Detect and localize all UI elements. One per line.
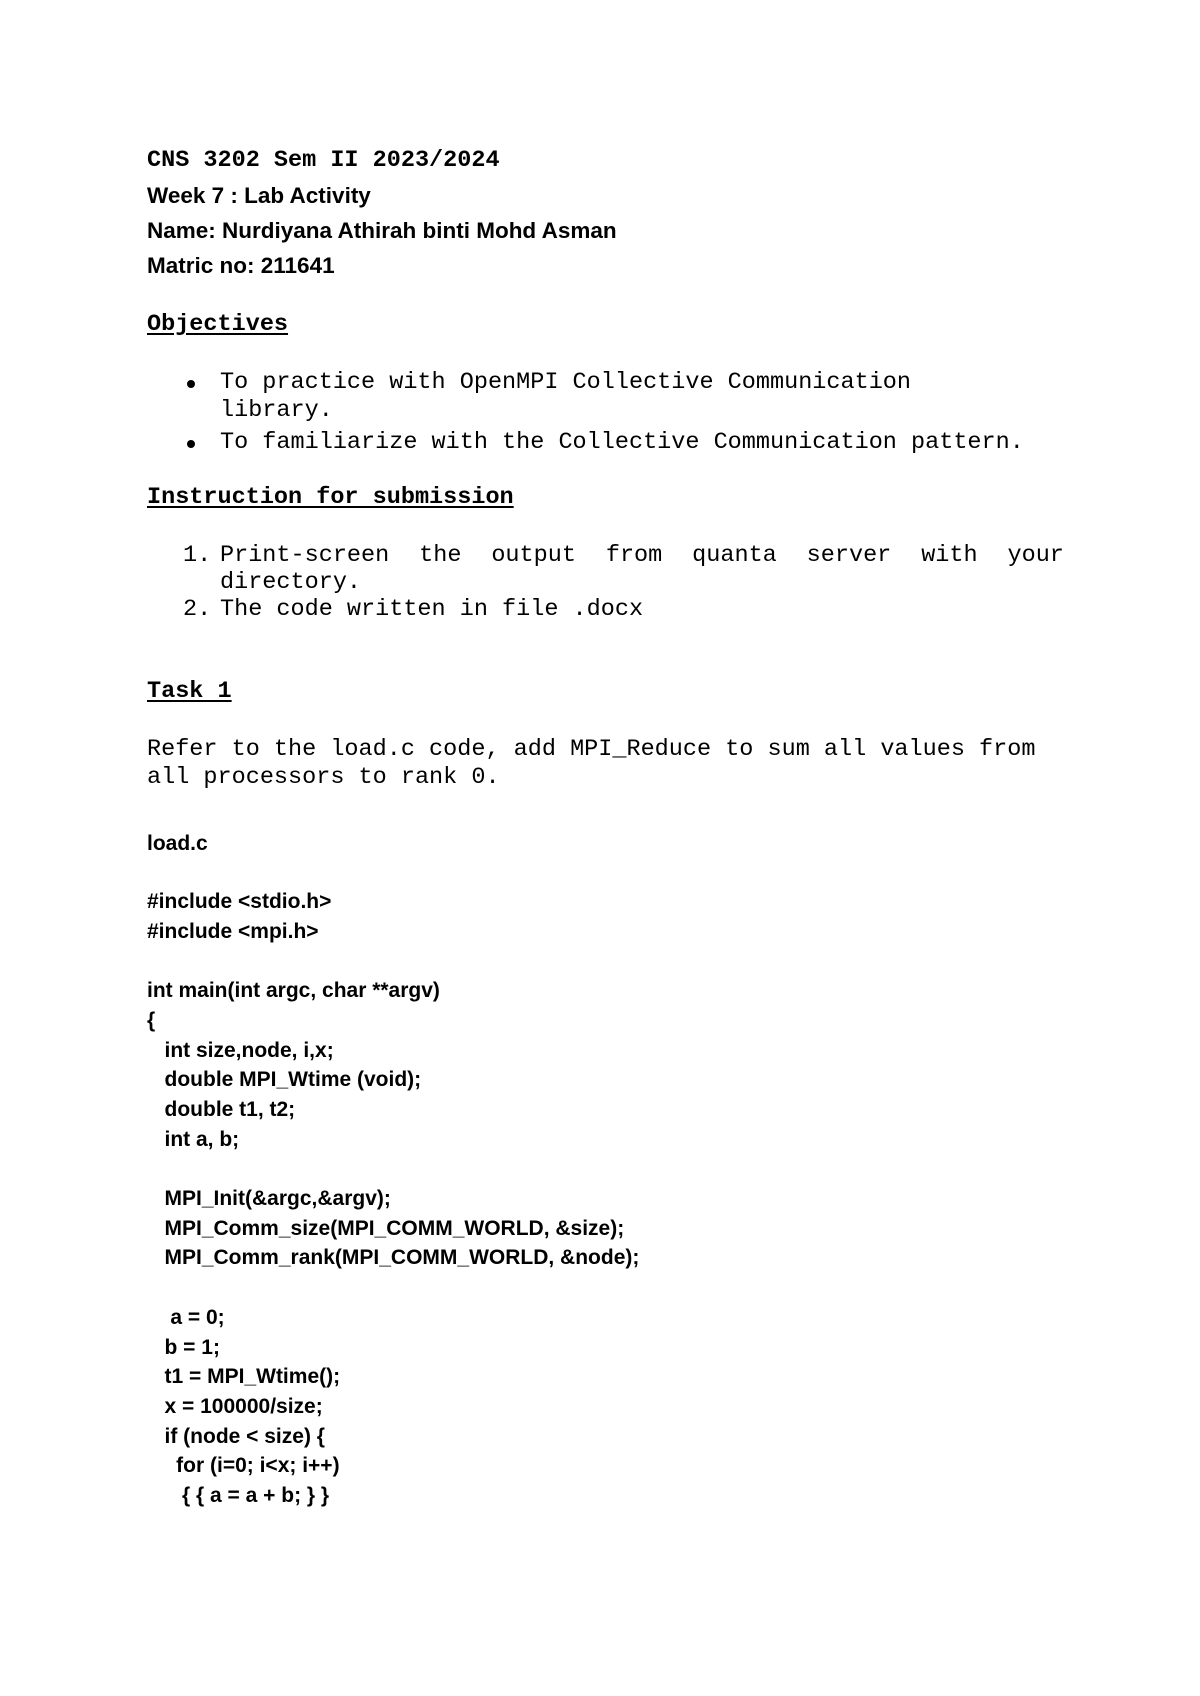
word: server (806, 542, 892, 569)
word: the (419, 542, 462, 569)
code-line: int main(int argc, char **argv) (147, 979, 440, 1003)
student-name: Name: Nurdiyana Athirah binti Mohd Asman (147, 218, 617, 243)
task-description-cont: all processors to rank 0. (147, 764, 500, 791)
bullet-icon (187, 380, 195, 388)
task-description: Refer to the load.c code, add MPI_Reduce to sum all values from (147, 736, 1036, 763)
code-line: #include <stdio.h> (147, 890, 332, 913)
code-line: MPI_Comm_size(MPI_COMM_WORLD, &size); (147, 1216, 625, 1240)
instruction-marker: 2. (183, 596, 212, 623)
word: Print-screen (220, 542, 390, 569)
code-line: #include <mpi.h> (147, 919, 319, 943)
code-filename: load.c (147, 832, 208, 855)
code-line: { (147, 1008, 156, 1032)
code-line: for (i=0; i<x; i++) (147, 1454, 340, 1478)
code-line: a = 0; (147, 1305, 225, 1329)
course-title: CNS 3202 Sem II 2023/2024 (147, 147, 500, 174)
code-line: double MPI_Wtime (void); (147, 1068, 422, 1092)
instruction-marker: 1. (183, 542, 212, 569)
instructions-heading: Instruction for submission (147, 484, 514, 511)
word: quanta (692, 542, 777, 569)
word: output (491, 542, 576, 569)
code-line: b = 1; (147, 1335, 220, 1359)
code-line: int a, b; (147, 1127, 240, 1151)
code-line: x = 100000/size; (147, 1394, 323, 1418)
bullet-icon (187, 440, 195, 448)
code-line: MPI_Init(&argc,&argv); (147, 1187, 391, 1210)
code-line: t1 = MPI_Wtime(); (147, 1365, 341, 1389)
objective-item-1: To practice with OpenMPI Collective Communication (220, 369, 912, 396)
instruction-item-1-cont: directory. (220, 569, 362, 596)
instruction-item-1 (220, 542, 1064, 569)
instruction-item-2: The code written in file .docx (220, 596, 644, 623)
objectives-heading: Objectives (147, 311, 289, 338)
code-line: double t1, t2; (147, 1097, 296, 1121)
word: from (605, 542, 663, 569)
week-title: Week 7 : Lab Activity (147, 183, 371, 208)
code-line: if (node < size) { (147, 1424, 325, 1448)
objective-item-2: To familiarize with the Collective Communication pattern. (220, 429, 1024, 456)
code-line: int size,node, i,x; (147, 1038, 334, 1062)
task-heading: Task 1 (147, 678, 232, 705)
code-line: { { a = a + b; } } (147, 1484, 330, 1507)
code-line: MPI_Comm_rank(MPI_COMM_WORLD, &node); (147, 1246, 640, 1270)
matric-number: Matric no: 211641 (147, 253, 335, 278)
word: with (921, 542, 978, 569)
objective-item-1-cont: library. (220, 397, 333, 424)
word: your (1007, 542, 1064, 569)
